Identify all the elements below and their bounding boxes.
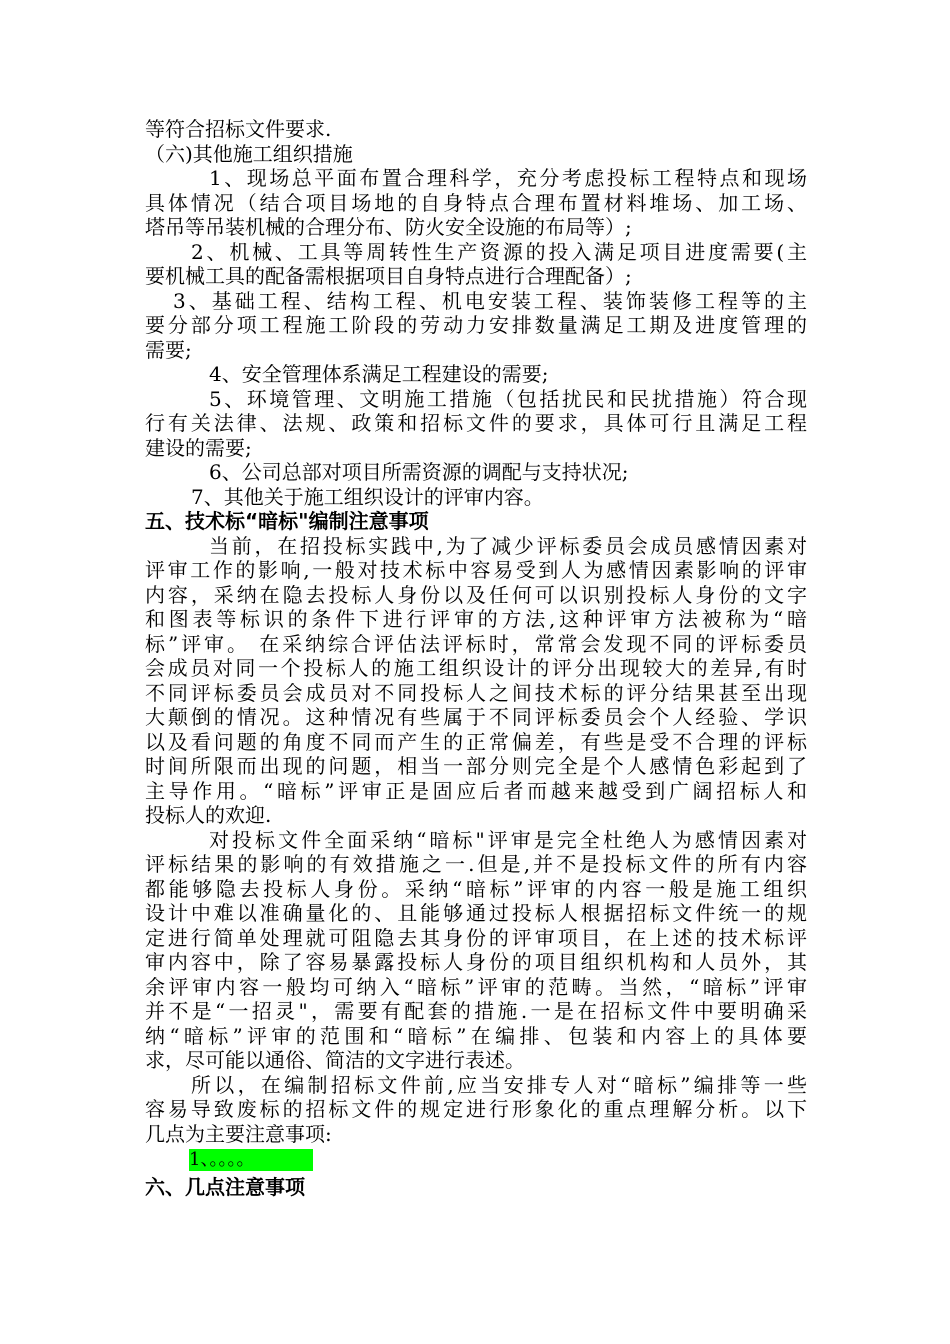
document-body: [145, 117, 807, 1199]
paragraph-line: 余评审内容一般均可纳入“暗标”评审的范畴。当然，“暗标”评审: [145, 974, 807, 999]
text-line: 要分部分项工程施工阶段的劳动力安排数量满足工期及进度管理的: [145, 313, 807, 337]
paragraph-line: 设计中难以准确量化的、且能够通过投标人根据招标文件统一的规: [145, 901, 807, 925]
paragraph-line: 纳“暗标”评审的范围和“暗标”在编排、包装和内容上的具体要: [145, 1023, 807, 1048]
text-line: 具体情况（结合项目场地的自身特点合理布置材料堆场、加工场、: [145, 190, 807, 215]
paragraph-line: 以及看问题的角度不同而产生的正常偏差，有些是受不合理的评标: [145, 729, 807, 754]
highlighted-list-item: 1、。。。。: [189, 1149, 313, 1171]
paragraph-line: 标”评审。 在采纳综合评估法评标时，常常会发现不同的评标委员: [145, 631, 807, 656]
paragraph-line: 求，尽可能以通俗、简洁的文字进行表述。: [145, 1048, 525, 1072]
list-item-2: 2、机械、工具等周转性生产资源的投入满足项目进度需要(主: [191, 239, 807, 264]
paragraph-line: 评标结果的影响的有效措施之一.但是,并不是投标文件的所有内容: [145, 852, 807, 876]
paragraph-line: 审内容中，除了容易暴露投标人身份的项目组织机构和人员外，其: [145, 950, 807, 974]
highlighted-item-row: [145, 1146, 807, 1171]
list-item-7: 7、其他关于施工组织设计的评审内容。: [191, 484, 544, 509]
list-item-5: 5、环境管理、文明施工措施（包括扰民和民扰措施）符合现: [209, 386, 807, 411]
paragraph-line: 容易导致废标的招标文件的规定进行形象化的重点理解分析。以下: [145, 1097, 807, 1121]
paragraph-line: 所以，在编制招标文件前,应当安排专人对“暗标”编排等一些: [191, 1072, 807, 1097]
paragraph-line: 几点为主要注意事项:: [145, 1121, 332, 1146]
section-heading-6: 六、几点注意事项: [145, 1174, 305, 1199]
list-item-6: 6、公司总部对项目所需资源的调配与支持状况;: [209, 460, 629, 484]
list-item-4: 4、安全管理体系满足工程建设的需要;: [209, 362, 549, 386]
paragraph-line: 和图表等标识的条件下进行评审的方法,这种评审方法被称为“暗: [145, 607, 807, 631]
paragraph-line: 时间所限而出现的问题，相当一部分则完全是个人感情色彩起到了: [145, 754, 807, 778]
paragraph-line: 并不是“一招灵"，需要有配套的措施.一是在招标文件中要明确采: [145, 999, 807, 1023]
paragraph-line: 都能够隐去投标人身份。采纳“暗标”评审的内容一般是施工组织: [145, 876, 807, 901]
text-line: 要机械工具的配备需根据项目自身特点进行合理配备）;: [145, 264, 632, 288]
list-item-1: 1、现场总平面布置合理科学，充分考虑投标工程特点和现场: [209, 166, 807, 190]
text-line: 塔吊等吊装机械的合理分布、防火安全设施的布局等）;: [145, 215, 632, 239]
paragraph-line: 会成员对同一个投标人的施工组织设计的评分出现较大的差异,有时: [145, 656, 807, 680]
section-heading-5: 五、技术标“暗标"编制注意事项: [145, 509, 429, 533]
text-line: 行有关法律、法规、政策和招标文件的要求，具体可行且满足工程: [145, 411, 807, 435]
paragraph-line: 评审工作的影响,一般对技术标中容易受到人为感情因素影响的评审: [145, 558, 807, 582]
paragraph-line: 内容，采纳在隐去投标人身份以及任何可以识别投标人身份的文字: [145, 582, 807, 607]
paragraph-line: 定进行简单处理就可阻隐去其身份的评审项目，在上述的技术标评: [145, 925, 807, 950]
paragraph-line: 主导作用。“暗标”评审正是固应后者而越来越受到广阔招标人和: [145, 778, 807, 803]
section-subheading: （六)其他施工组织措施: [145, 141, 353, 166]
paragraph-line: 大颠倒的情况。这种情况有些属于不同评标委员会个人经验、学识: [145, 705, 807, 729]
text-line: 建设的需要;: [145, 435, 252, 460]
text-line: 需要;: [145, 337, 192, 362]
paragraph-line: 对投标文件全面采纳“暗标"评审是完全杜绝人为感情因素对: [209, 827, 807, 852]
paragraph-line: 投标人的欢迎.: [145, 803, 272, 827]
list-item-3: 3、基础工程、结构工程、机电安装工程、装饰装修工程等的主: [173, 288, 807, 313]
paragraph-line: 不同评标委员会成员对不同投标人之间技术标的评分结果甚至出现: [145, 680, 807, 705]
paragraph-line: 当前，在招投标实践中,为了减少评标委员会成员感情因素对: [209, 533, 807, 558]
text-line: 等符合招标文件要求.: [145, 117, 332, 141]
